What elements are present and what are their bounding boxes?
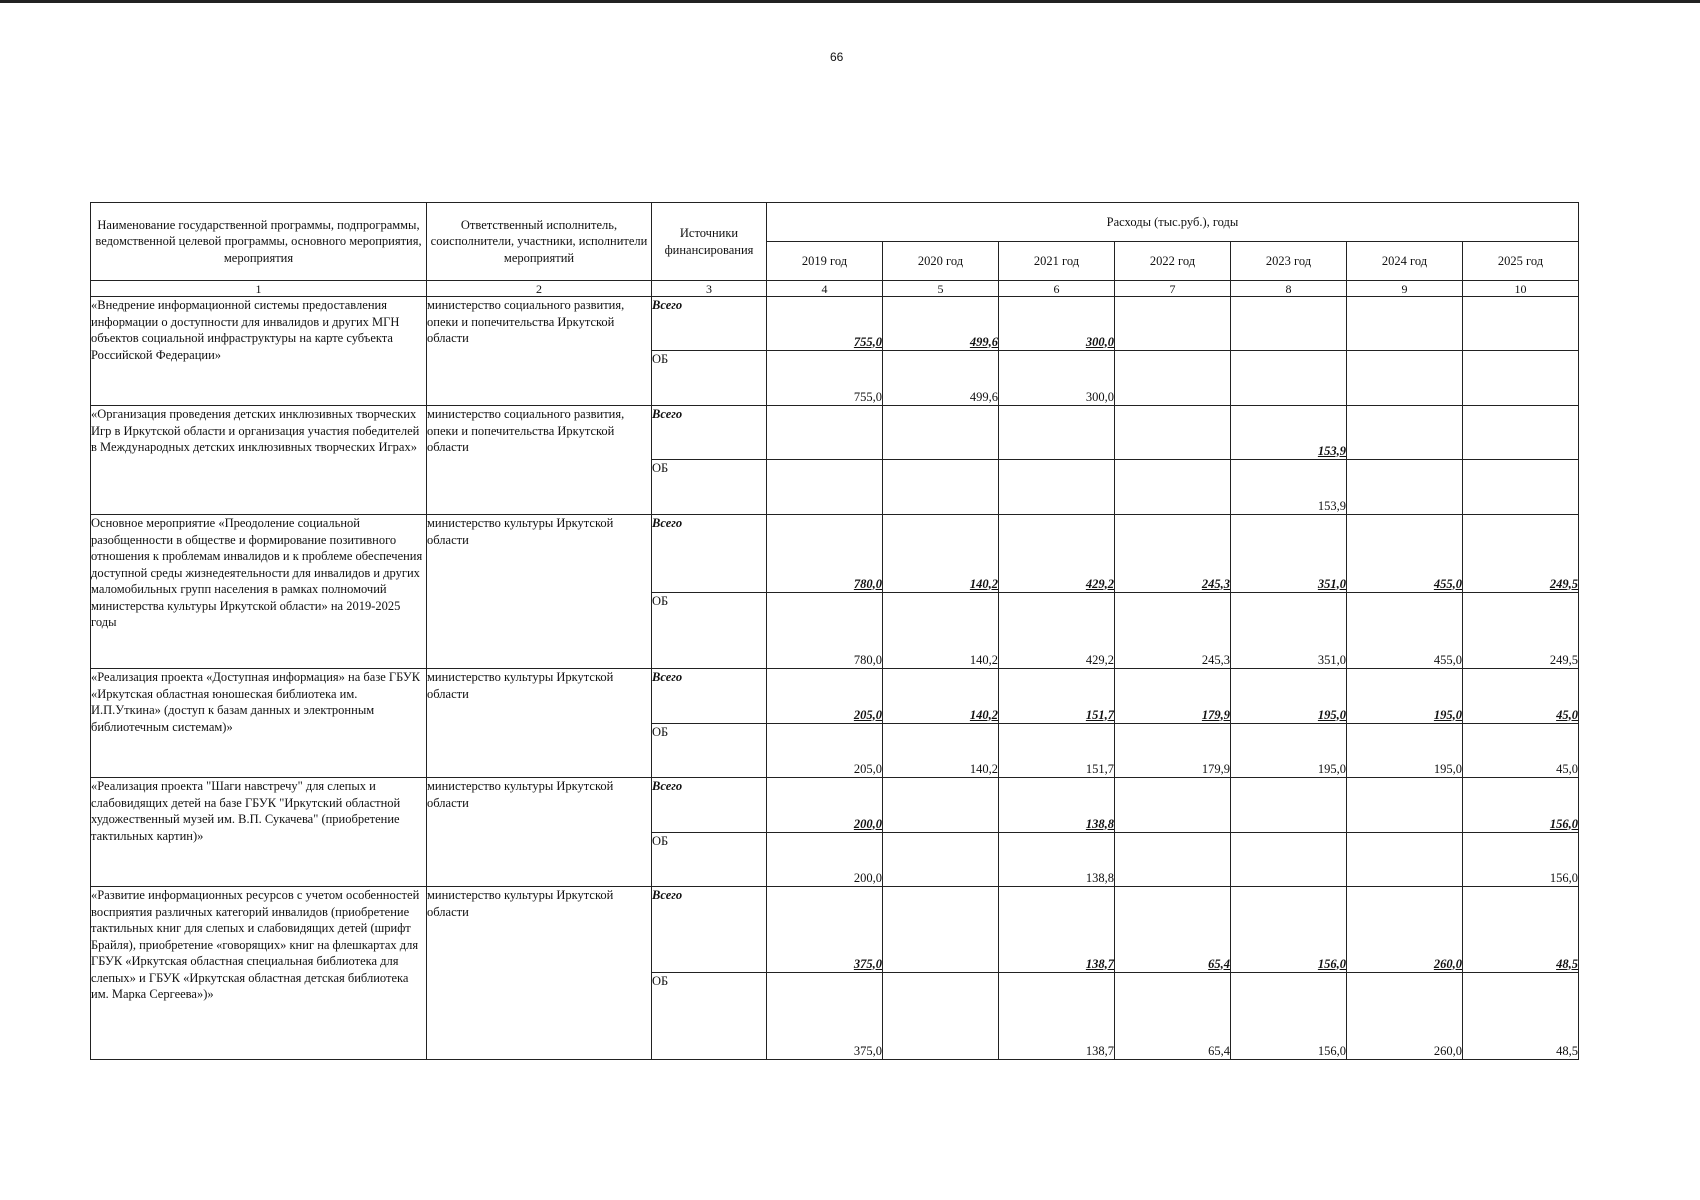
value-cell [1463, 460, 1579, 515]
source-total-cell: Всего [652, 406, 767, 460]
value-cell: 179,9 [1115, 669, 1231, 724]
source-ob-cell: ОБ [652, 593, 767, 669]
value-cell [1231, 351, 1347, 406]
value-cell: 156,0 [1463, 833, 1579, 887]
value-cell: 140,2 [883, 669, 999, 724]
value-cell: 260,0 [1347, 887, 1463, 973]
value-cell: 65,4 [1115, 973, 1231, 1060]
value-cell: 48,5 [1463, 887, 1579, 973]
value-cell [1347, 351, 1463, 406]
value-cell [883, 460, 999, 515]
value-cell: 195,0 [1231, 724, 1347, 778]
value-cell [999, 406, 1115, 460]
table-row [91, 778, 1579, 833]
program-name-cell: «Развитие информационных ресурсов с учетом особенностей восприятия различных категорий инвалидов (приобретение тактильных книг для слепых и слабовидящих детей (шрифт Брайля), приобретение «говорящих» книг на флешкартах для ГБУК «Иркутская областная специальная библиотека для слепых» и ГБУК «Иркутская областная детская библиотека им. Марка Сергеева»)» [91, 887, 427, 1060]
column-number: 9 [1347, 281, 1463, 297]
value-cell: 48,5 [1463, 973, 1579, 1060]
value-cell [1115, 778, 1231, 833]
value-cell [883, 973, 999, 1060]
value-cell [999, 460, 1115, 515]
program-name-cell: Основное мероприятие «Преодоление социальной разобщенности в обществе и формирование позитивного отношения к проблемам инвалидов и к проблеме обеспечения доступной среды жизнедеятельности для инвалидов и других маломобильных групп населения в рамках полномочий министерства культуры Иркутской области» на 2019-2025 годы [91, 515, 427, 669]
table-row [91, 669, 1579, 724]
value-cell [1115, 406, 1231, 460]
value-cell [767, 406, 883, 460]
value-cell: 156,0 [1231, 887, 1347, 973]
top-border-line [0, 0, 1700, 3]
value-cell: 65,4 [1115, 887, 1231, 973]
value-cell: 153,9 [1231, 406, 1347, 460]
header-expenses: Расходы (тыс.руб.), годы [767, 203, 1579, 242]
page-number: 66 [830, 50, 844, 64]
value-cell: 429,2 [999, 593, 1115, 669]
value-cell: 195,0 [1231, 669, 1347, 724]
value-cell: 200,0 [767, 778, 883, 833]
value-cell: 138,8 [999, 833, 1115, 887]
value-cell: 195,0 [1347, 724, 1463, 778]
value-cell [1463, 406, 1579, 460]
executor-cell: министерство культуры Иркутской области [427, 778, 652, 887]
value-cell: 153,9 [1231, 460, 1347, 515]
value-cell: 300,0 [999, 351, 1115, 406]
value-cell: 156,0 [1463, 778, 1579, 833]
column-number: 4 [767, 281, 883, 297]
header-year: 2022 год [1115, 242, 1231, 281]
value-cell: 755,0 [767, 351, 883, 406]
source-total-cell: Всего [652, 669, 767, 724]
value-cell: 195,0 [1347, 669, 1463, 724]
value-cell: 140,2 [883, 515, 999, 593]
header-year: 2023 год [1231, 242, 1347, 281]
value-cell [1347, 833, 1463, 887]
source-total-cell: Всего [652, 515, 767, 593]
value-cell [1347, 406, 1463, 460]
column-number: 7 [1115, 281, 1231, 297]
executor-cell: министерство социального развития, опеки и попечительства Иркутской области [427, 297, 652, 406]
table-row [91, 887, 1579, 973]
source-total-cell: Всего [652, 887, 767, 973]
source-ob-cell: ОБ [652, 973, 767, 1060]
program-name-cell: «Реализация проекта "Шаги навстречу" для слепых и слабовидящих детей на базе ГБУК "Иркутский областной художественный музей им. В.П. Сукачева" (приобретение тактильных картин)» [91, 778, 427, 887]
program-name-cell: «Внедрение информационной системы предоставления информации о доступности для инвалидов и других МГН объектов социальной инфраструктуры на карте субъекта Российской Федерации» [91, 297, 427, 406]
value-cell: 138,8 [999, 778, 1115, 833]
value-cell: 249,5 [1463, 515, 1579, 593]
value-cell [1463, 351, 1579, 406]
table-header [91, 203, 1579, 281]
value-cell: 455,0 [1347, 515, 1463, 593]
value-cell: 205,0 [767, 724, 883, 778]
column-number-row [91, 281, 1579, 297]
column-number: 1 [91, 281, 427, 297]
value-cell: 351,0 [1231, 515, 1347, 593]
value-cell: 499,6 [883, 351, 999, 406]
value-cell: 140,2 [883, 724, 999, 778]
value-cell [1463, 297, 1579, 351]
value-cell: 151,7 [999, 669, 1115, 724]
value-cell [883, 887, 999, 973]
value-cell [883, 406, 999, 460]
program-name-cell: «Реализация проекта «Доступная информация» на базе ГБУК «Иркутская областная юношеская библиотека им. И.П.Уткина» (доступ к базам данных и электронным библиотечным системам)» [91, 669, 427, 778]
value-cell [1115, 460, 1231, 515]
value-cell: 300,0 [999, 297, 1115, 351]
executor-cell: министерство социального развития, опеки и попечительства Иркутской области [427, 406, 652, 515]
column-number: 5 [883, 281, 999, 297]
executor-cell: министерство культуры Иркутской области [427, 887, 652, 1060]
value-cell: 351,0 [1231, 593, 1347, 669]
column-number: 10 [1463, 281, 1579, 297]
table-body [91, 281, 1579, 1060]
executor-cell: министерство культуры Иркутской области [427, 669, 652, 778]
table-row [91, 297, 1579, 351]
column-number: 8 [1231, 281, 1347, 297]
table-row [91, 406, 1579, 460]
header-year: 2020 год [883, 242, 999, 281]
value-cell [767, 460, 883, 515]
value-cell: 499,6 [883, 297, 999, 351]
source-total-cell: Всего [652, 297, 767, 351]
value-cell [1231, 778, 1347, 833]
value-cell: 375,0 [767, 973, 883, 1060]
value-cell: 245,3 [1115, 593, 1231, 669]
value-cell: 429,2 [999, 515, 1115, 593]
value-cell: 45,0 [1463, 724, 1579, 778]
value-cell [1115, 833, 1231, 887]
value-cell: 455,0 [1347, 593, 1463, 669]
source-ob-cell: ОБ [652, 724, 767, 778]
header-year: 2021 год [999, 242, 1115, 281]
value-cell: 780,0 [767, 593, 883, 669]
header-year: 2019 год [767, 242, 883, 281]
expenses-table [90, 202, 1579, 1060]
header-funding-source: Источники финансирования [652, 203, 767, 281]
program-name-cell: «Организация проведения детских инклюзивных творческих Игр в Иркутской области и организация участия победителей в Международных детских инклюзивных творческих Играх» [91, 406, 427, 515]
value-cell: 755,0 [767, 297, 883, 351]
value-cell [1231, 833, 1347, 887]
table-row [91, 515, 1579, 593]
value-cell: 138,7 [999, 887, 1115, 973]
executor-cell: министерство культуры Иркутской области [427, 515, 652, 669]
value-cell [883, 833, 999, 887]
value-cell: 245,3 [1115, 515, 1231, 593]
value-cell: 375,0 [767, 887, 883, 973]
header-year: 2025 год [1463, 242, 1579, 281]
value-cell [1347, 297, 1463, 351]
value-cell [883, 778, 999, 833]
value-cell: 151,7 [999, 724, 1115, 778]
value-cell [1347, 460, 1463, 515]
value-cell: 780,0 [767, 515, 883, 593]
value-cell [1115, 351, 1231, 406]
value-cell: 205,0 [767, 669, 883, 724]
value-cell: 156,0 [1231, 973, 1347, 1060]
column-number: 6 [999, 281, 1115, 297]
value-cell: 138,7 [999, 973, 1115, 1060]
header-program-name: Наименование государственной программы, подпрограммы, ведомственной целевой программы, основного мероприятия, мероприятия [91, 203, 427, 281]
value-cell: 179,9 [1115, 724, 1231, 778]
source-total-cell: Всего [652, 778, 767, 833]
column-number: 3 [652, 281, 767, 297]
value-cell: 260,0 [1347, 973, 1463, 1060]
value-cell: 249,5 [1463, 593, 1579, 669]
source-ob-cell: ОБ [652, 460, 767, 515]
value-cell [1231, 297, 1347, 351]
value-cell [1347, 778, 1463, 833]
column-number: 2 [427, 281, 652, 297]
value-cell: 200,0 [767, 833, 883, 887]
source-ob-cell: ОБ [652, 351, 767, 406]
header-executor: Ответственный исполнитель, соисполнители, участники, исполнители мероприятий [427, 203, 652, 281]
value-cell [1115, 297, 1231, 351]
header-year: 2024 год [1347, 242, 1463, 281]
value-cell: 45,0 [1463, 669, 1579, 724]
source-ob-cell: ОБ [652, 833, 767, 887]
value-cell: 140,2 [883, 593, 999, 669]
